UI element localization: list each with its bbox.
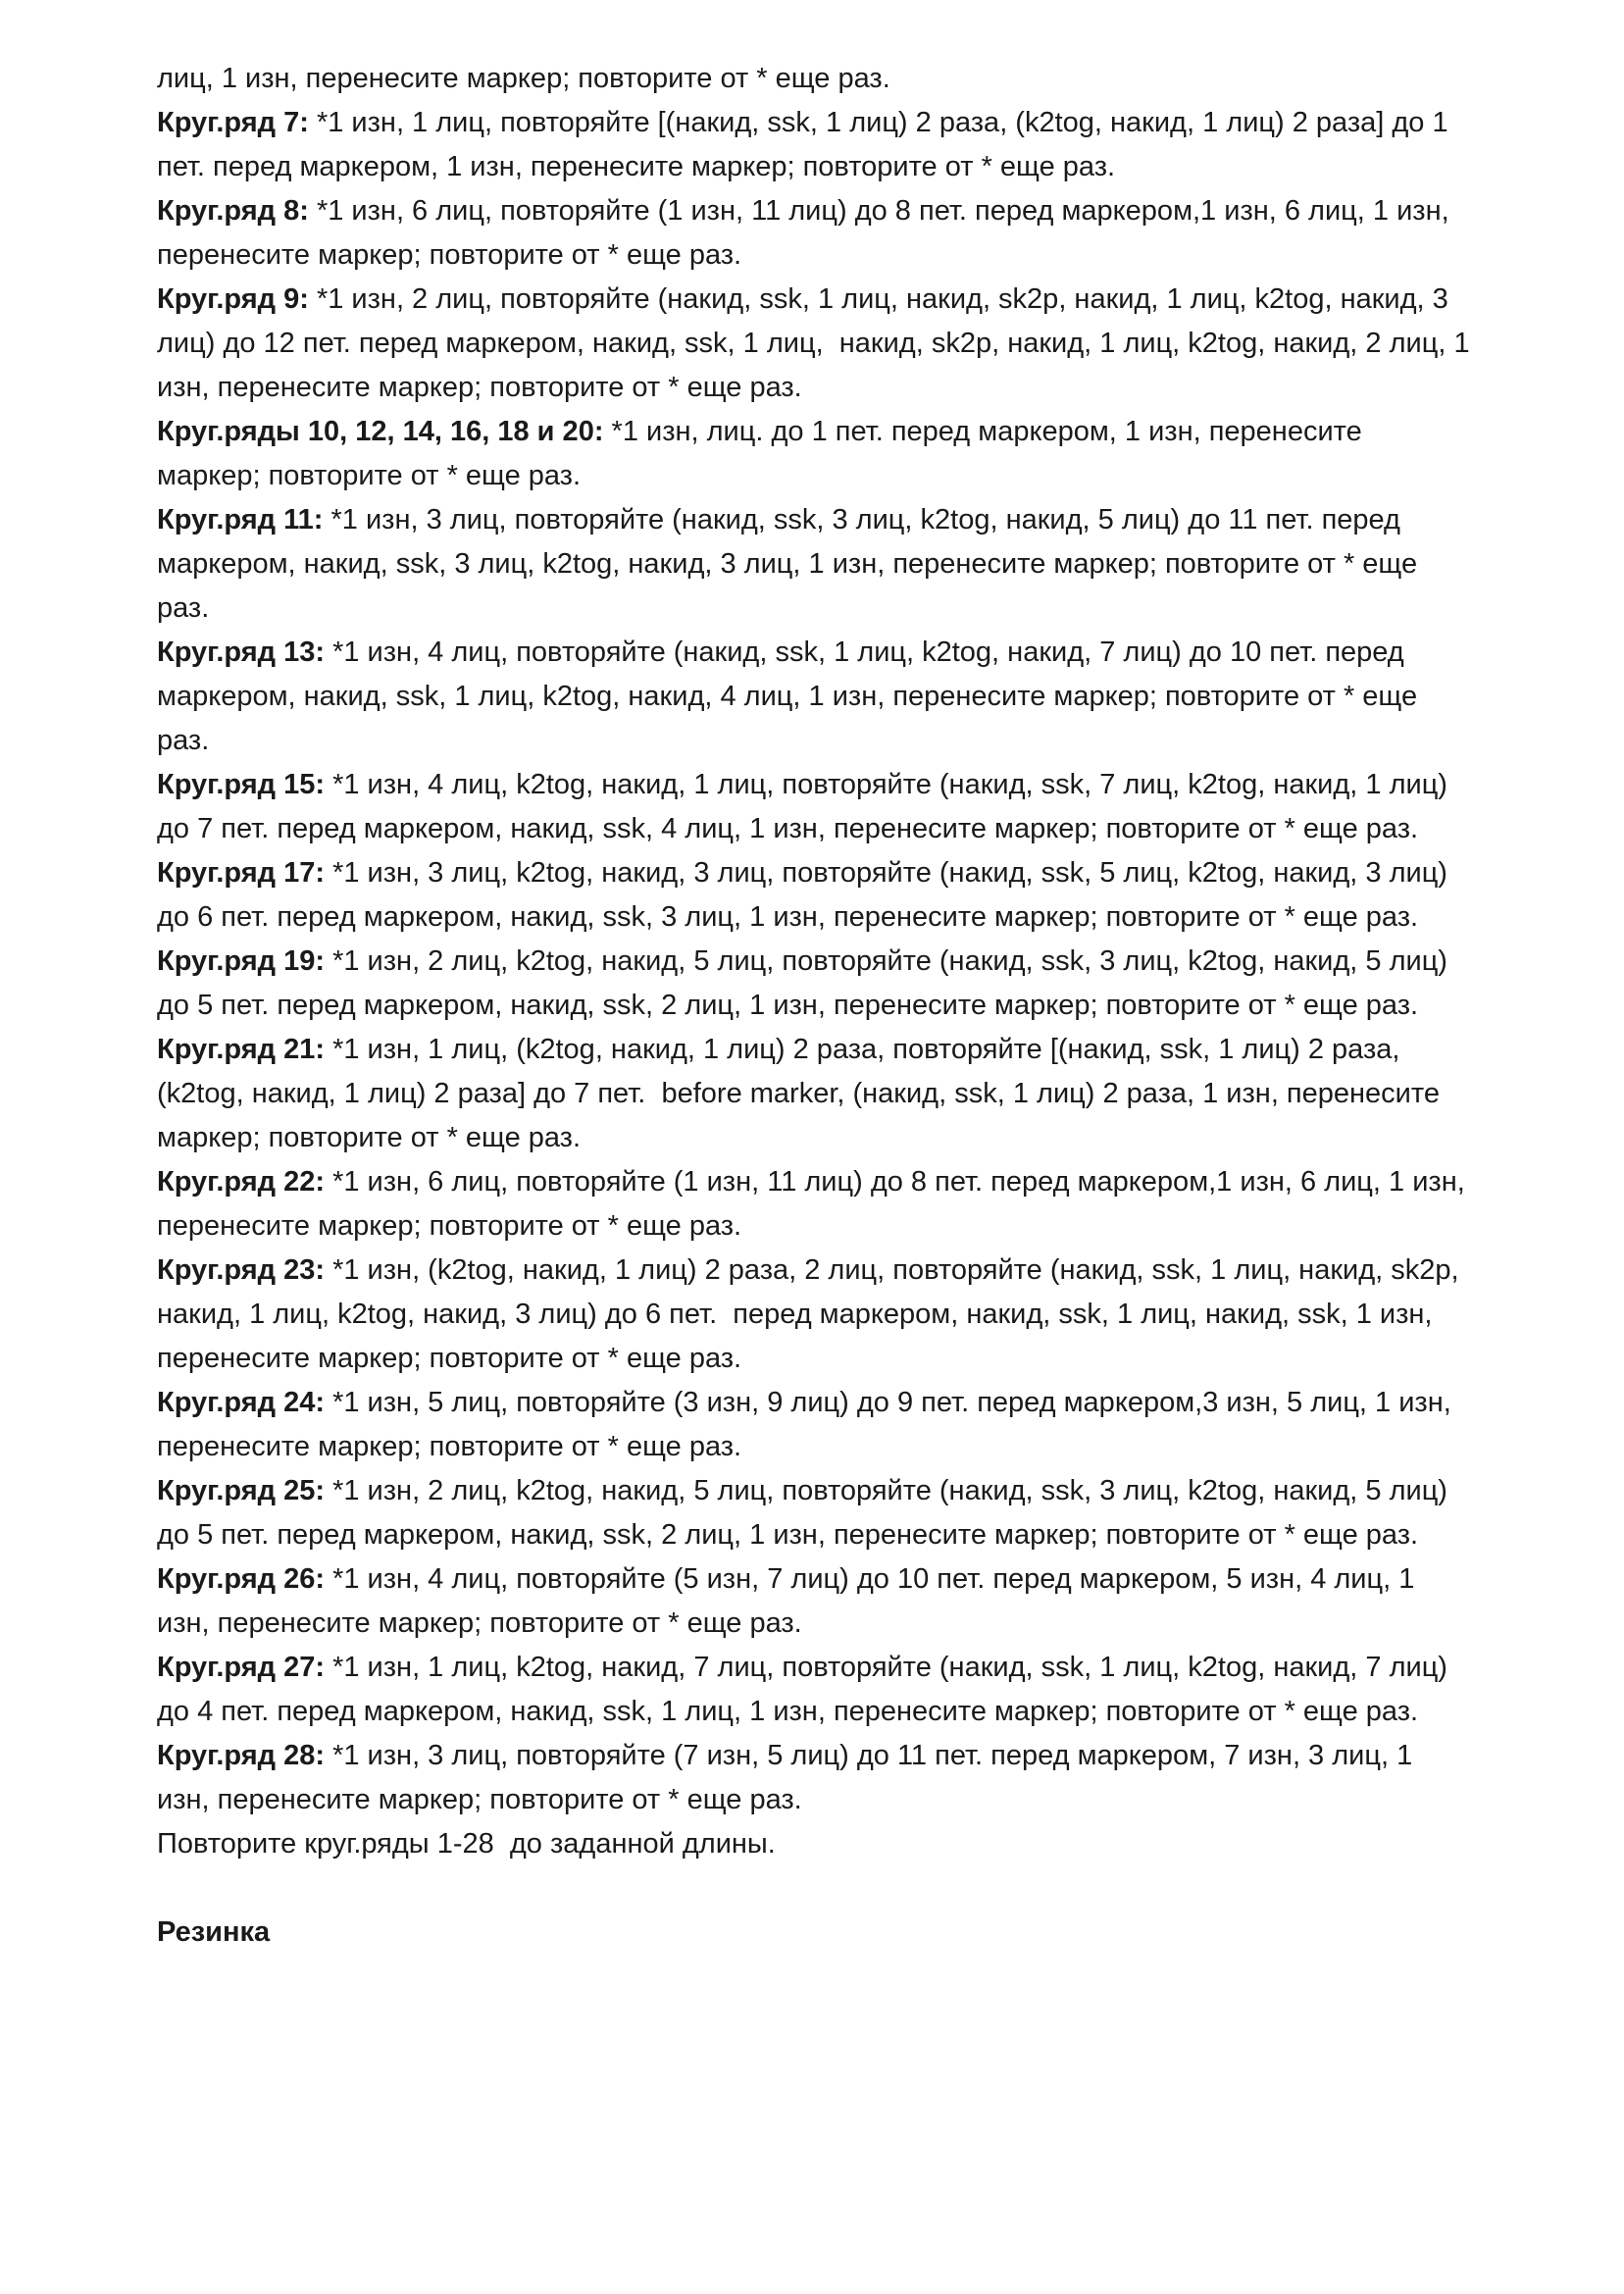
- round-instructions: *1 изн, 3 лиц, повторяйте (накид, ssk, 3 лиц, k2tog, накид, 5 лиц) до 11 пет. перед маркером, накид, ssk, 3 лиц, k2tog, накид, 3 лиц, 1 изн, перенесите маркер; повторите от * еще раз.: [157, 504, 1426, 624]
- round-instructions: *1 изн, 1 лиц, повторяйте [(накид, ssk, 1 лиц) 2 раза, (k2tog, накид, 1 лиц) 2 раза] до 1 пет. перед маркером, 1 изн, перенесите маркер; повторите от * еще раз.: [157, 107, 1456, 182]
- paragraph: [157, 57, 1471, 101]
- round-instructions: *1 изн, лиц. до 1 пет. перед маркером, 1 изн, перенесите маркер; повторите от * еще раз.: [157, 416, 1370, 491]
- paragraph: [157, 410, 1471, 498]
- round-label: Круг.ряд 28:: [157, 1740, 326, 1771]
- round-instructions: *1 изн, (k2tog, накид, 1 лиц) 2 раза, 2 лиц, повторяйте (накид, ssk, 1 лиц, накид, sk2p, накид, 1 лиц, k2tog, накид, 3 лиц) до 6 пет. перед маркером, накид, ssk, 1 лиц, накид, ssk, 1 изн, перенесите маркер; повторите от * еще раз.: [157, 1254, 1467, 1374]
- paragraph: [157, 1160, 1471, 1249]
- section-heading: Резинка: [157, 1916, 271, 1948]
- round-label: Круг.ряд 11:: [157, 504, 324, 535]
- round-label: Круг.ряд 19:: [157, 945, 326, 977]
- round-instructions: *1 изн, 3 лиц, k2tog, накид, 3 лиц, повторяйте (накид, ssk, 5 лиц, k2tog, накид, 3 лиц) до 6 пет. перед маркером, накид, ssk, 3 лиц, 1 изн, перенесите маркер; повторите от * еще раз.: [157, 857, 1456, 933]
- round-label: Круг.ряд 8:: [157, 195, 309, 227]
- paragraph: [157, 940, 1471, 1028]
- paragraph: [157, 1822, 1471, 1866]
- paragraph: [157, 1381, 1471, 1469]
- round-label: Круг.ряд 21:: [157, 1034, 326, 1065]
- paragraph: [157, 101, 1471, 189]
- round-instructions: *1 изн, 6 лиц, повторяйте (1 изн, 11 лиц) до 8 пет. перед маркером,1 изн, 6 лиц, 1 изн, перенесите маркер; повторите от * еще раз.: [157, 1166, 1473, 1242]
- round-label: Круг.ряд 27:: [157, 1652, 326, 1683]
- round-instructions: *1 изн, 3 лиц, повторяйте (7 изн, 5 лиц) до 11 пет. перед маркером, 7 изн, 3 лиц, 1 изн, перенесите маркер; повторите от * еще раз.: [157, 1740, 1421, 1815]
- paragraph: [157, 278, 1478, 410]
- round-instructions: Повторите круг.ряды 1-28 до заданной длины.: [157, 1828, 776, 1860]
- round-instructions: *1 изн, 6 лиц, повторяйте (1 изн, 11 лиц) до 8 пет. перед маркером,1 изн, 6 лиц, 1 изн, перенесите маркер; повторите от * еще раз.: [157, 195, 1457, 271]
- paragraph: [157, 763, 1471, 851]
- round-instructions: *1 изн, 5 лиц, повторяйте (3 изн, 9 лиц) до 9 пет. перед маркером,3 изн, 5 лиц, 1 изн, перенесите маркер; повторите от * еще раз.: [157, 1387, 1459, 1462]
- paragraph: [157, 498, 1471, 631]
- round-instructions: *1 изн, 4 лиц, k2tog, накид, 1 лиц, повторяйте (накид, ssk, 7 лиц, k2tog, накид, 1 лиц) до 7 пет. перед маркером, накид, ssk, 4 лиц, 1 изн, перенесите маркер; повторите от * еще раз.: [157, 769, 1456, 844]
- paragraph: [157, 851, 1471, 940]
- round-label: Круг.ряд 9:: [157, 283, 309, 315]
- paragraph: [157, 1557, 1471, 1646]
- document-page: [157, 57, 1478, 1955]
- paragraph: [157, 631, 1471, 763]
- round-instructions: *1 изн, 2 лиц, k2tog, накид, 5 лиц, повторяйте (накид, ssk, 3 лиц, k2tog, накид, 5 лиц) до 5 пет. перед маркером, накид, ssk, 2 лиц, 1 изн, перенесите маркер; повторите от * еще раз.: [157, 1475, 1456, 1551]
- round-label: Круг.ряды 10, 12, 14, 16, 18 и 20:: [157, 416, 604, 447]
- round-label: Круг.ряд 25:: [157, 1475, 326, 1506]
- round-instructions: *1 изн, 2 лиц, повторяйте (накид, ssk, 1 лиц, накид, sk2p, накид, 1 лиц, k2tog, накид, 3 лиц) до 12 пет. перед маркером, накид, ssk, 1 лиц, накид, sk2p, накид, 1 лиц, k2tog, накид, 2 лиц, 1 изн, перенесите маркер; повторите от * еще раз.: [157, 283, 1478, 403]
- round-label: Круг.ряд 26:: [157, 1563, 326, 1595]
- paragraph: [157, 1646, 1471, 1734]
- round-instructions: *1 изн, 1 лиц, (k2tog, накид, 1 лиц) 2 раза, повторяйте [(накид, ssk, 1 лиц) 2 раза, (k2tog, накид, 1 лиц) 2 раза] до 7 пет. before marker, (накид, ssk, 1 лиц) 2 раза, 1 изн, перенесите маркер; повторите от * еще раз.: [157, 1034, 1448, 1153]
- paragraph: [157, 189, 1471, 278]
- paragraph: [157, 1469, 1471, 1557]
- paragraph: [157, 1734, 1471, 1822]
- round-instructions: *1 изн, 4 лиц, повторяйте (5 изн, 7 лиц) до 10 пет. перед маркером, 5 изн, 4 лиц, 1 изн, перенесите маркер; повторите от * еще раз.: [157, 1563, 1423, 1639]
- round-label: Круг.ряд 13:: [157, 637, 326, 668]
- round-instructions: *1 изн, 1 лиц, k2tog, накид, 7 лиц, повторяйте (накид, ssk, 1 лиц, k2tog, накид, 7 лиц) до 4 пет. перед маркером, накид, ssk, 1 лиц, 1 изн, перенесите маркер; повторите от * еще раз.: [157, 1652, 1456, 1727]
- round-label: Круг.ряд 7:: [157, 107, 309, 138]
- paragraph: [157, 1028, 1471, 1160]
- round-instructions: *1 изн, 2 лиц, k2tog, накид, 5 лиц, повторяйте (накид, ssk, 3 лиц, k2tog, накид, 5 лиц) до 5 пет. перед маркером, накид, ssk, 2 лиц, 1 изн, перенесите маркер; повторите от * еще раз.: [157, 945, 1456, 1021]
- round-label: Круг.ряд 22:: [157, 1166, 326, 1198]
- paragraph: [157, 1249, 1471, 1381]
- round-label: Круг.ряд 24:: [157, 1387, 326, 1418]
- round-label: Круг.ряд 17:: [157, 857, 326, 889]
- round-instructions: лиц, 1 изн, перенесите маркер; повторите от * еще раз.: [157, 63, 890, 94]
- round-label: Круг.ряд 23:: [157, 1254, 326, 1286]
- round-instructions: *1 изн, 4 лиц, повторяйте (накид, ssk, 1 лиц, k2tog, накид, 7 лиц) до 10 пет. перед маркером, накид, ssk, 1 лиц, k2tog, накид, 4 лиц, 1 изн, перенесите маркер; повторите от * еще раз.: [157, 637, 1426, 756]
- round-label: Круг.ряд 15:: [157, 769, 326, 800]
